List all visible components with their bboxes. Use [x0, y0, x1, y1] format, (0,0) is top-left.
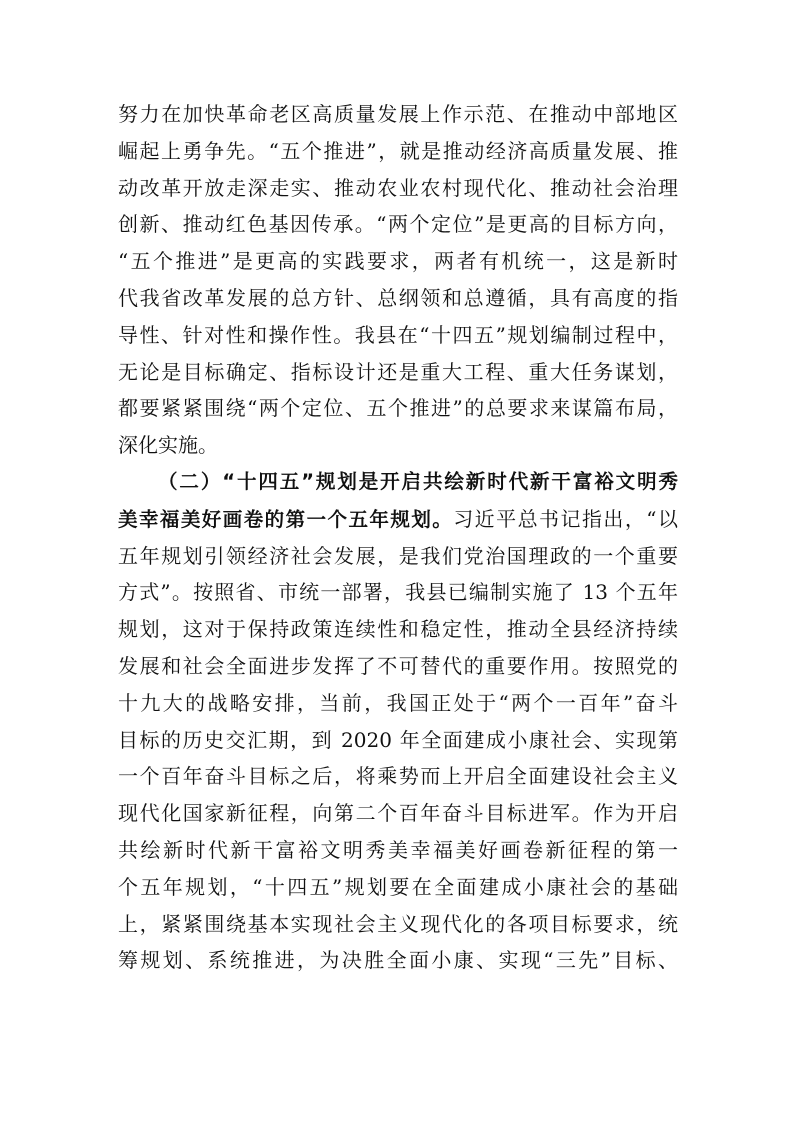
body-text: 习近平总书记指出，“以: [453, 506, 678, 531]
text-line: 发展和社会全面进步发挥了不可替代的重要作用。按照党的: [118, 653, 678, 678]
text-line: 共绘新时代新干富裕文明秀美幸福美好画卷新征程的第一: [118, 837, 678, 862]
paragraph-1: [118, 96, 678, 464]
text-line: 目标的历史交汇期，到 2020 年全面建成小康社会、实现第: [118, 727, 678, 752]
text-line: 创新、推动红色基因传承。“两个定位”是更高的目标方向，: [118, 212, 678, 237]
section-heading-end: 美幸福美好画卷的第一个五年规划。: [118, 507, 454, 531]
text-line: 无论是目标确定、指标设计还是重大工程、重大任务谋划，: [118, 359, 678, 384]
text-line: 导性、针对性和操作性。我县在“十四五”规划编制过程中，: [118, 322, 678, 347]
text-line: 一个百年奋斗目标之后，将乘势而上开启全面建设社会主义: [118, 764, 678, 789]
text-line: 现代化国家新征程，向第二个百年奋斗目标进军。作为开启: [118, 801, 678, 826]
paragraph-2: [118, 464, 678, 979]
text-line: 十九大的战略安排，当前，我国正处于“两个一百年”奋斗: [118, 690, 678, 715]
mixed-line: [118, 501, 678, 538]
text-line-last: 深化实施。: [118, 433, 218, 458]
text-line: 崛起上勇争先。“五个推进”，就是推动经济高质量发展、推: [118, 138, 678, 163]
text-line: 动改革开放走深走实、推动农业农村现代化、推动社会治理: [118, 175, 678, 200]
text-line: 筹规划、系统推进，为决胜全面小康、实现“三先”目标、: [118, 948, 678, 973]
text-line: 都要紧紧围绕“两个定位、五个推进”的总要求来谋篇布局，: [118, 396, 678, 421]
text-line: 代我省改革发展的总方针、总纲领和总遵循，具有高度的指: [118, 285, 678, 310]
section-heading-line: （二）“十四五”规划是开启共绘新时代新干富裕文明秀: [158, 469, 678, 493]
text-line: 努力在加快革命老区高质量发展上作示范、在推动中部地区: [118, 102, 678, 126]
text-line: 规划，这对于保持政策连续性和稳定性，推动全县经济持续: [118, 617, 678, 642]
text-line: 个五年规划，“十四五”规划要在全面建成小康社会的基础: [118, 874, 678, 899]
text-line: 五年规划引领经济社会发展，是我们党治国理政的一个重要: [118, 543, 678, 568]
text-line: 上，紧紧围绕基本实现社会主义现代化的各项目标要求，统: [118, 911, 678, 936]
text-line: 方式”。按照省、市统一部署，我县已编制实施了 13 个五年: [118, 580, 678, 605]
text-line: “五个推进”是更高的实践要求，两者有机统一，这是新时: [118, 249, 678, 274]
document-page: [118, 96, 678, 979]
